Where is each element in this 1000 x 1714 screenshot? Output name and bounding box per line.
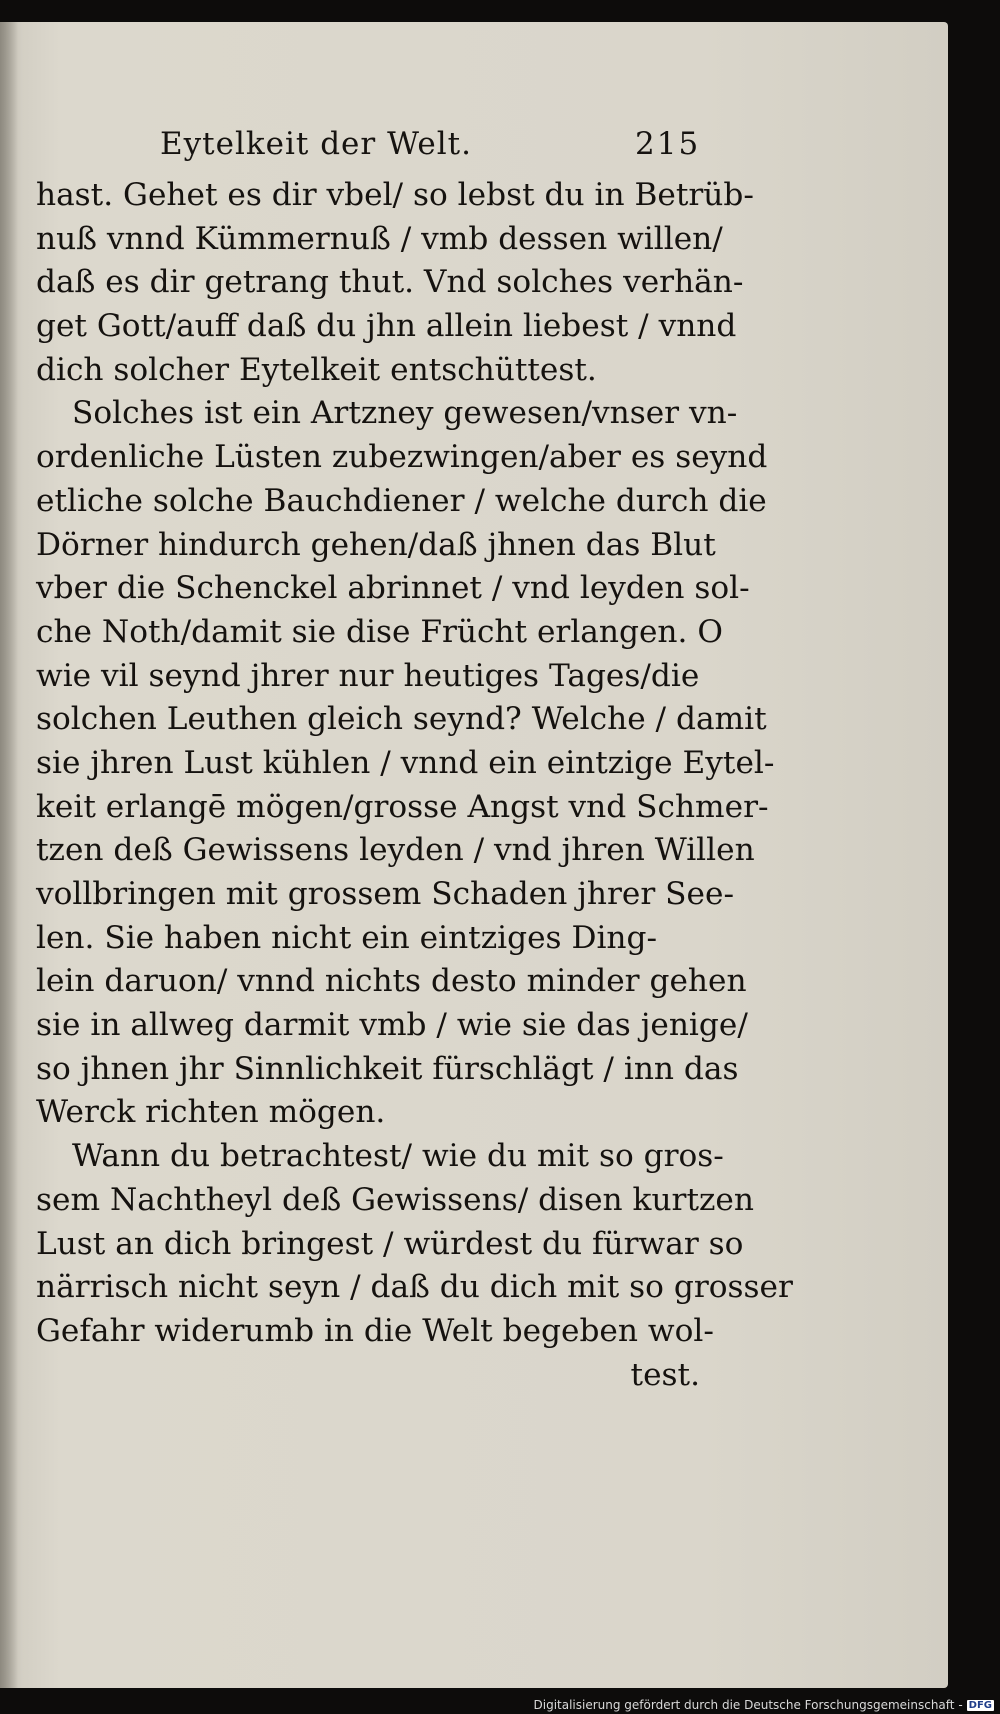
- text-line: sem Nachtheyl deß Gewissens/ disen kurtzen: [36, 1181, 754, 1218]
- text-line: Gefahr widerumb in die Welt begeben wol-: [36, 1312, 714, 1349]
- credit-text: Digitalisierung gefördert durch die Deutsche Forschungsgemeinschaft -: [533, 1698, 963, 1712]
- page-body-text: [36, 174, 793, 1397]
- text-line: Lust an dich bringest / würdest du fürwar so: [36, 1225, 744, 1262]
- text-line: lein daruon/ vnnd nichts desto minder gehen: [36, 963, 747, 1000]
- text-line: get Gott/auff daß du jhn allein liebest / vnnd: [36, 308, 737, 345]
- digitization-credit: [534, 1698, 995, 1712]
- text-line: ordenliche Lüsten zubezwingen/aber es seynd: [36, 439, 768, 476]
- text-line: nuß vnnd Kümmernuß / vmb dessen willen/: [36, 220, 723, 257]
- text-line: Werck richten mögen.: [36, 1094, 386, 1131]
- dfg-logo: DFG: [968, 1699, 992, 1711]
- text-line: vber die Schenckel abrinnet / vnd leyden sol-: [36, 570, 750, 607]
- running-title: Eytelkeit der Welt.: [160, 126, 472, 162]
- text-line: solchen Leuthen gleich seynd? Welche / damit: [36, 701, 767, 738]
- text-line: daß es dir getrang thut. Vnd solches verhän-: [36, 264, 744, 301]
- text-line: sie jhren Lust kühlen / vnnd ein eintzige Eytel-: [36, 744, 775, 781]
- text-line: Dörner hindurch gehen/daß jhnen das Blut: [36, 526, 716, 563]
- text-line: Solches ist ein Artzney gewesen/vnser vn-: [72, 395, 738, 432]
- text-line: dich solcher Eytelkeit entschüttest.: [36, 351, 597, 388]
- text-line: keit erlangē mögen/grosse Angst vnd Schmer-: [36, 788, 769, 825]
- page-number: 215: [635, 126, 701, 162]
- text-line: len. Sie haben nicht ein eintziges Ding-: [36, 919, 658, 956]
- text-line: so jhnen jhr Sinnlichkeit fürschlägt / inn das: [36, 1050, 739, 1087]
- text-line: vollbringen mit grossem Schaden jhrer See-: [36, 876, 734, 912]
- book-page: [0, 22, 948, 1688]
- text-line: tzen deß Gewissens leyden / vnd jhren Willen: [36, 832, 755, 869]
- text-line: sie in allweg darmit vmb / wie sie das jenige/: [36, 1007, 748, 1044]
- catchword: test.: [630, 1356, 700, 1393]
- text-line: hast. Gehet es dir vbel/ so lebst du in Betrüb-: [36, 177, 754, 213]
- text-line: etliche solche Bauchdiener / welche durch die: [36, 482, 767, 519]
- text-line: wie vil seynd jhrer nur heutiges Tages/die: [36, 657, 700, 694]
- text-line: närrisch nicht seyn / daß du dich mit so grosser: [36, 1269, 793, 1306]
- text-line: che Noth/damit sie dise Frücht erlangen. O: [36, 613, 723, 650]
- text-line: Wann du betrachtest/ wie du mit so gros-: [72, 1138, 724, 1175]
